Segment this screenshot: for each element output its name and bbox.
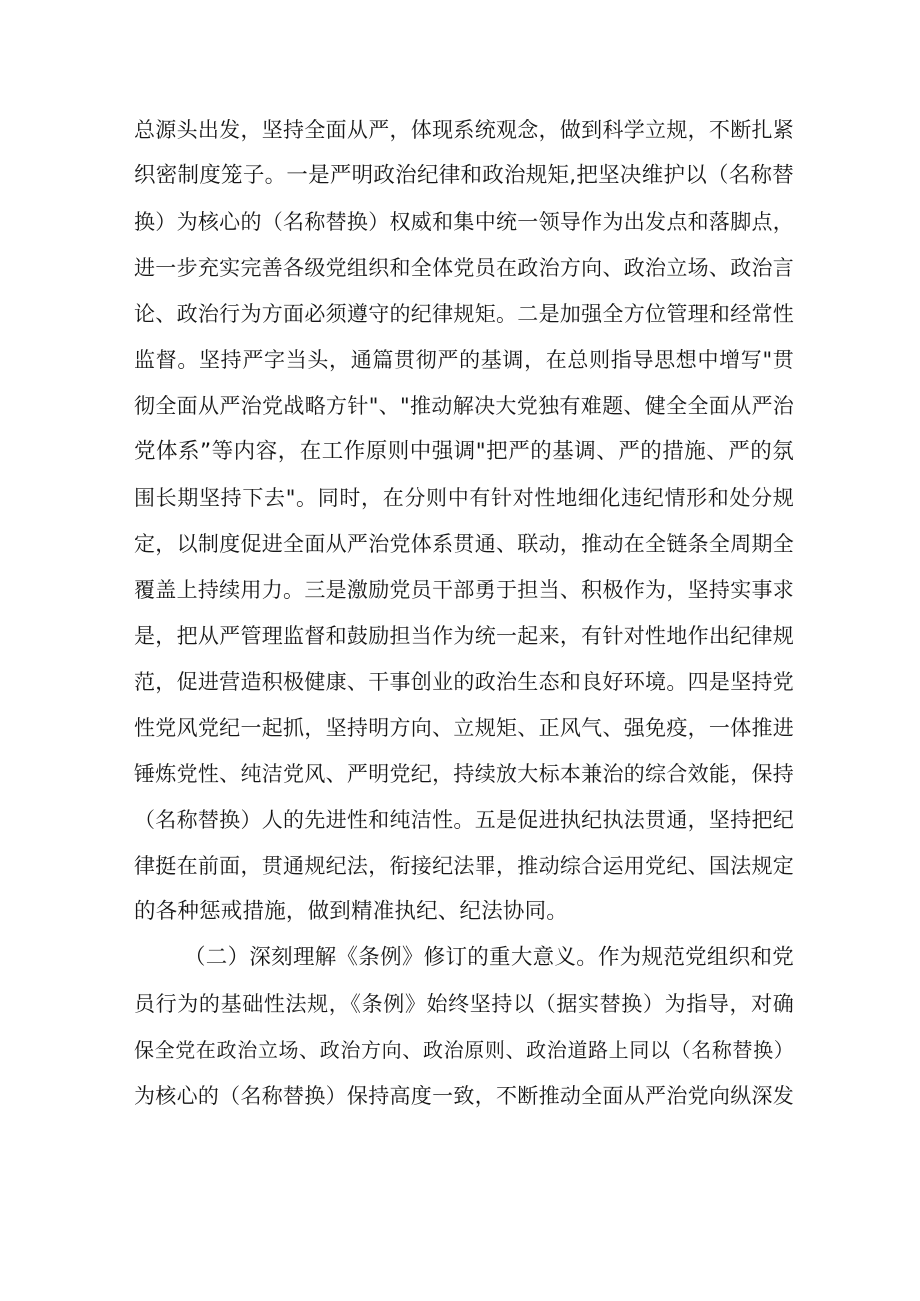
paragraph-line: 彻全面从严治党战略方针"、"推动解决大党独有难题、健全全面从严治	[134, 394, 794, 418]
paragraph-line: （名称替换）人的先进性和纯洁性。五是促进执纪执法贯通，坚持把纪	[134, 808, 794, 832]
paragraph-line: 覆盖上持续用力。三是激励党员干部勇于担当、积极作为，坚持实事求	[134, 578, 794, 602]
paragraph-line: 定，以制度促进全面从严治党体系贯通、联动，推动在全链条全周期全	[134, 532, 794, 556]
paragraph-line: 监督。坚持严字当头，通篇贯彻严的基调，在总则指导思想中增写"贯	[134, 348, 794, 372]
paragraph-line: 范，促进营造积极健康、干事创业的政治生态和良好环境。四是坚持党	[134, 670, 794, 694]
paragraph-line: 党体系”等内容，在工作原则中强调"把严的基调、严的措施、严的氛	[134, 439, 794, 464]
paragraph-line: 性党风党纪一起抓，坚持明方向、立规矩、正风气、强免疫，一体推进	[134, 716, 794, 740]
paragraph-line: 织密制度笼子。一是严明政治纪律和政治规矩,把坚决维护以（名称替	[134, 163, 794, 188]
paragraph-line: 保全党在政治立场、政治方向、政治原则、政治道路上同以（名称替换）	[134, 1038, 794, 1062]
paragraph-line: 换）为核心的（名称替换）权威和集中统一领导作为出发点和落脚点，	[134, 210, 794, 234]
paragraph-line: 员行为的基础性法规，《条例》始终坚持以（据实替换）为指导，对确	[134, 992, 794, 1016]
paragraph-line: 律挺在前面，贯通规纪法，衔接纪法罪，推动综合运用党纪、国法规定	[134, 854, 794, 878]
paragraph-line: 锤炼党性、纯洁党风、严明党纪，持续放大标本兼治的综合效能，保持	[134, 762, 794, 786]
paragraph-line: 为核心的（名称替换）保持高度一致，不断推动全面从严治党向纵深发	[134, 1084, 794, 1108]
paragraph-line: 进一步充实完善各级党组织和全体党员在政治方向、政治立场、政治言	[134, 256, 794, 280]
paragraph-line: 论、政治行为方面必须遵守的纪律规矩。二是加强全方位管理和经常性	[134, 302, 794, 326]
paragraph-line: 的各种惩戒措施，做到精准执纪、纪法协同。	[134, 899, 569, 924]
section-heading-line: （二）深刻理解《条例》修订的重大意义。作为规范党组织和党	[184, 945, 794, 970]
paragraph-line: 围长期坚持下去"。同时，在分则中有针对性地细化违纪情形和处分规	[134, 486, 794, 510]
paragraph-line: 是，把从严管理监督和鼓励担当作为统一起来，有针对性地作出纪律规	[134, 624, 794, 648]
paragraph-line: 总源头出发，坚持全面从严，体现系统观念，做到科学立规，不断扎紧	[134, 118, 794, 142]
